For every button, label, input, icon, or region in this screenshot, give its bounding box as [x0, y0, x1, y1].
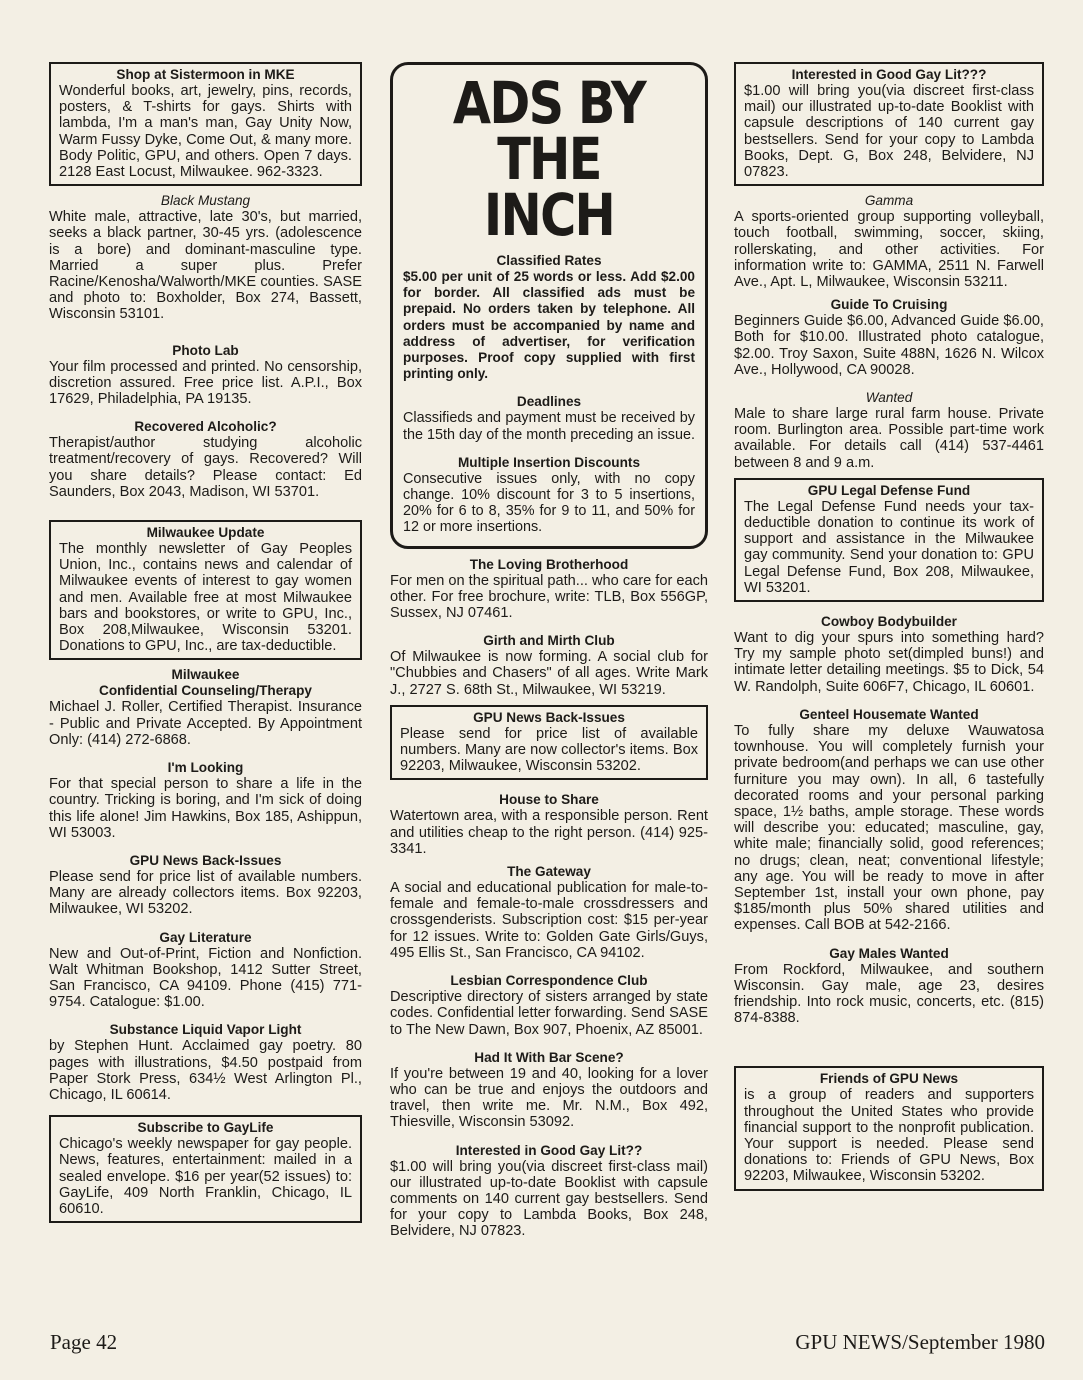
ad-title-line2: Confidential Counseling/Therapy [99, 683, 312, 699]
deadlines-title: Deadlines [516, 394, 582, 410]
ad-body: Male to share large rural farm house. Private room. Burlington area. Possible part-time work available. For details call (414) 537-4461 between 8 and 9 a.m. [734, 406, 1044, 471]
ad-title: Had It With Bar Scene? [474, 1049, 624, 1065]
ad-body: Chicago's weekly newspaper for gay people. News, features, entertainment: mailed in a sealed envelope. $16 per year(52 issues) to: GayLife, 409 North Franklin, Chicago, IL 60610. [59, 1136, 352, 1217]
ad-title: GPU News Back-Issues [473, 709, 625, 725]
ad-bar-scene [390, 1050, 708, 1131]
ad-counseling [49, 667, 362, 748]
logo-line-2: THE INCH [483, 125, 615, 249]
ad-body: Want to dig your spurs into something hard? Try my sample photo set(dimpled buns!) and intimate letter detailing meetings. $5 to Dick, 54 W. Randolph, Suite 606F7, Chicago, IL 60601. [734, 630, 1044, 695]
ad-back-issues-2 [390, 705, 708, 781]
ad-body: If you're between 19 and 40, looking for a lover who can be true and enjoys the outdoors and travel, then write me. Mr. N.M., Box 492, Thiesville, Wisconsin 53092. [390, 1065, 708, 1131]
deadlines-body: Classifieds and payment must be received by the 15th day of the month preceding an issue. [403, 410, 696, 443]
ad-title: Substance Liquid Vapor Light [109, 1022, 302, 1038]
ad-title: Gay Males Wanted [829, 945, 949, 961]
ad-body: Please send for price list of available numbers. Many are now collector's items. Box 92203, Milwaukee, Wisconsin 53202. [400, 725, 698, 775]
ad-title: Lesbian Correspondence Club [450, 973, 648, 989]
ad-title: Girth and Mirth Club [483, 633, 615, 649]
ad-title: Cowboy Bodybuilder [821, 614, 957, 630]
ad-body: The Legal Defense Fund needs your tax-deductible donation to continue its work of support and assistance in the Milwaukee gay community. Send your donation to: GPU Legal Defense Fund, Box 208, Milwaukee, WI 53201. [744, 498, 1034, 596]
ad-girth-mirth [390, 633, 708, 698]
ad-title: Shop at Sistermoon in MKE [116, 67, 295, 82]
ad-title: GPU Legal Defense Fund [807, 482, 971, 498]
ad-body: Watertown area, with a responsible person. Rent and utilities cheap to the right person. (414) 925-3341. [390, 808, 708, 857]
ad-house-to-share [390, 792, 708, 857]
ad-title: Photo Lab [172, 342, 239, 358]
ad-good-gay-lit [390, 1143, 708, 1240]
ad-recovered-alcoholic [49, 419, 362, 500]
ad-body: is a group of readers and supporters throughout the United States who provide financial support to the nonprofit publication. Your support is needed. Please send donations to: Friends of GPU News, Box 92203, Milwaukee, Wisconsin 53202. [744, 1087, 1034, 1185]
ad-title: Milwaukee Update [146, 525, 265, 541]
ad-body: by Stephen Hunt. Acclaimed gay poetry. 80 pages with illustrations, $4.50 postpaid from Paper Stork Press, 634½ West Arlington Pl., Chicago, IL 60614. [49, 1038, 362, 1103]
ad-body: Please send for price list of available numbers. Many are already collectors items. Box 92203, Milwaukee, WI 53202. [49, 868, 362, 918]
ad-title: The Loving Brotherhood [469, 556, 629, 572]
rates-title: Classified Rates [496, 253, 602, 268]
ad-lesbian-club [390, 973, 708, 1038]
ad-body: A sports-oriented group supporting volleyball, touch football, swimming, soccer, skiing, rollerskating, and other activities. For information write to: GAMMA, 2511 N. Farwell Ave., Apt. L, Milwaukee, Wisconsin 53211. [734, 209, 1044, 291]
ad-gaylife [49, 1115, 362, 1223]
ad-body: For men on the spiritual path... who care for each other. For free brochure, write: TLB, Box 556GP, Sussex, NJ 07461. [390, 572, 708, 622]
ad-loving-brotherhood [390, 557, 708, 622]
ad-friends-of-gpu [734, 1066, 1044, 1190]
ad-body: Of Milwaukee is now forming. A social club for "Chubbies and Chasers" of all ages. Write Mark J., 2727 S. 68th St., Milwaukee, WI 53219. [390, 649, 708, 698]
ad-body: Beginners Guide $6.00, Advanced Guide $6.00, Both for $10.00. Illustrated photo catalogue, $2.00. Troy Saxon, Suite 488N, 1626 N. Wilcox Ave., Hollywood, CA 90028. [734, 313, 1044, 378]
ad-gamma [734, 193, 1044, 290]
ad-body: The monthly newsletter of Gay Peoples Union, Inc., contains news and calendar of Milwaukee events of interest to gay women and men. Available free at most Milwaukee bars and bookstores, or write to GPU, Inc., Box 208,Milwaukee, Wisconsin 53201. Donations to GPU, Inc., are tax-deductible. [59, 541, 352, 655]
ad-body: Descriptive directory of sisters arranged by state codes. Confidential letter forwarding. Send SASE to The New Dawn, Box 907, Phoenix, AZ 85001. [390, 989, 708, 1038]
ad-good-gay-lit-2 [734, 62, 1044, 186]
ad-title: Guide To Cruising [830, 297, 948, 313]
ad-gay-males-wanted [734, 946, 1044, 1027]
rates-body: $5.00 per unit of 25 words or less. Add $2.00 for border. All classified ads must be prepaid. No orders taken by telephone. All orders must be accompanied by name and address of advertiser, for verification purposes. Proof copy supplied with first printing only. [403, 269, 695, 382]
ad-black-mustang [49, 193, 362, 322]
discounts-title: Multiple Insertion Discounts [457, 454, 640, 470]
ad-title: Wanted [865, 390, 913, 406]
ad-body: For that special person to share a life in the country. Tricking is boring, and I'm sick of doing this life alone! Jim Hawkins, Box 185, Ashippun, WI 53003. [49, 776, 362, 841]
masthead-footer: GPU NEWS/September 1980 [795, 1330, 1045, 1354]
ad-body: To fully share my deluxe Wauwatosa townhouse. You will completely furnish your private bedroom(and perhaps we can use other furniture you may own). In all, 6 tastefully decorated rooms and your personal parking space, 1½ baths, ample storage. These words will describe you: educated; masculine, gay, white male; financially solid, good references; no drugs; clean, neat; conventional lifestyle; any age. You will be ready to move in after September 1st, install your own phone, pay $185/month plus 50% shared utilities and expenses. Call BOB at 542-2166. [734, 722, 1044, 934]
ad-title: Recovered Alcoholic? [134, 419, 277, 435]
ad-body: White male, attractive, late 30's, but married, seeks a black partner, 30-45 yrs. (adolescence is a bore) and dominant-masculine type. Married a super plus. Prefer Racine/Kenosha/Walworth/MKE counties. SASE and photo to: Boxholder, Box 274, Bassett, Wisconsin 53101. [49, 209, 362, 323]
ad-body: Therapist/author studying alcoholic treatment/recovery of gays. Recovered? Will you share details? Please contact: Ed Saunders, Box 2043, Madison, WI 53701. [49, 435, 362, 500]
ad-photo-lab [49, 343, 362, 408]
ad-body: Your film processed and printed. No censorship, discretion assured. Free price list. A.P.I., Box 17629, Philadelphia, PA 19135. [49, 358, 362, 408]
ad-title: Black Mustang [160, 193, 251, 209]
ad-cowboy-bodybuilder [734, 614, 1044, 695]
ad-title: I'm Looking [167, 760, 244, 776]
ad-gay-literature [49, 930, 362, 1011]
ad-title: Milwaukee [171, 667, 240, 683]
ad-im-looking [49, 760, 362, 841]
ad-title: House to Share [499, 792, 599, 808]
ad-title: Genteel Housemate Wanted [799, 706, 979, 722]
logo-line-1: ADS BY [452, 69, 646, 137]
ad-title: Friends of GPU News [819, 1071, 959, 1087]
ad-title: Gay Literature [159, 929, 252, 945]
ad-vapor-light [49, 1022, 362, 1103]
page-number: Page 42 [50, 1330, 118, 1354]
ad-guide-to-cruising [734, 297, 1044, 378]
ad-body: New and Out-of-Print, Fiction and Nonfiction. Walt Whitman Bookshop, 1412 Sutter Street, San Francisco, CA 94109. Phone (415) 771-9754. Catalogue: $1.00. [49, 945, 362, 1011]
ad-title: The Gateway [507, 864, 591, 880]
ad-body: $1.00 will bring you(via discreet first-class mail) our illustrated up-to-date Booklist with capsule descriptions of 140 current gay bestsellers. Send for your copy to Lambda Books, Dept. G, Box 248, Belvidere, NJ 07823. [744, 83, 1034, 181]
column-right [734, 62, 1044, 1191]
ad-genteel-housemate [734, 707, 1044, 934]
ad-title: Gamma [864, 193, 914, 209]
ad-body: Wonderful books, art, jewelry, pins, records, posters, & T-shirts for gays. Shirts with lambda, I'm a man's man, Gay Unity Now, Warm Fussy Dyke, Come Out, & many more. Body Politic, GPU, and others. Open 7 days. 2128 East Locust, Milwaukee. 962-3323. [59, 83, 352, 181]
ad-title: GPU News Back-Issues [129, 852, 282, 868]
ad-back-issues [49, 853, 362, 918]
ad-title: Interested in Good Gay Lit??? [791, 67, 987, 82]
ad-gateway [390, 864, 708, 961]
ads-by-the-inch-logo [425, 69, 673, 249]
ad-sistermoon [49, 62, 362, 186]
ad-legal-defense-fund [734, 478, 1044, 602]
ad-body: From Rockford, Milwaukee, and southern Wisconsin. Gay male, age 23, desires friendship. Into rock music, concerts, etc. (815) 874-8388. [734, 961, 1044, 1027]
discounts-body: Consecutive issues only, with no copy change. 10% discount for 3 to 5 insertions, 20% for 6 to 8, 35% for 9 to 11, and 50% for 12 or more insertions. [403, 470, 695, 536]
ad-body: Michael J. Roller, Certified Therapist. Insurance - Public and Private Accepted. By Appointment Only: (414) 272-6868. [49, 699, 362, 748]
ads-by-the-inch-box [390, 62, 708, 549]
ad-body: A social and educational publication for male-to-female and female-to-male crossdressers and crossgenderists. Subscription cost: $15 per-year for 12 issues. Write to: Golden Gate Girls/Guys, 495 Ellis St., San Francisco, CA 94102. [390, 880, 708, 961]
ad-title: Interested in Good Gay Lit?? [455, 1142, 643, 1158]
ad-title: Subscribe to GayLife [137, 1120, 274, 1136]
ad-body: $1.00 will bring you(via discreet first-class mail) our illustrated up-to-date Booklist with capsule comments on 140 current gay bestsellers. Send for your copy to Lambda Books, Box 248, Belvidere, NJ 07823. [390, 1158, 708, 1240]
ad-milwaukee-update [49, 520, 362, 660]
column-left [49, 62, 362, 1223]
column-middle [390, 62, 708, 1240]
ad-wanted [734, 390, 1044, 471]
